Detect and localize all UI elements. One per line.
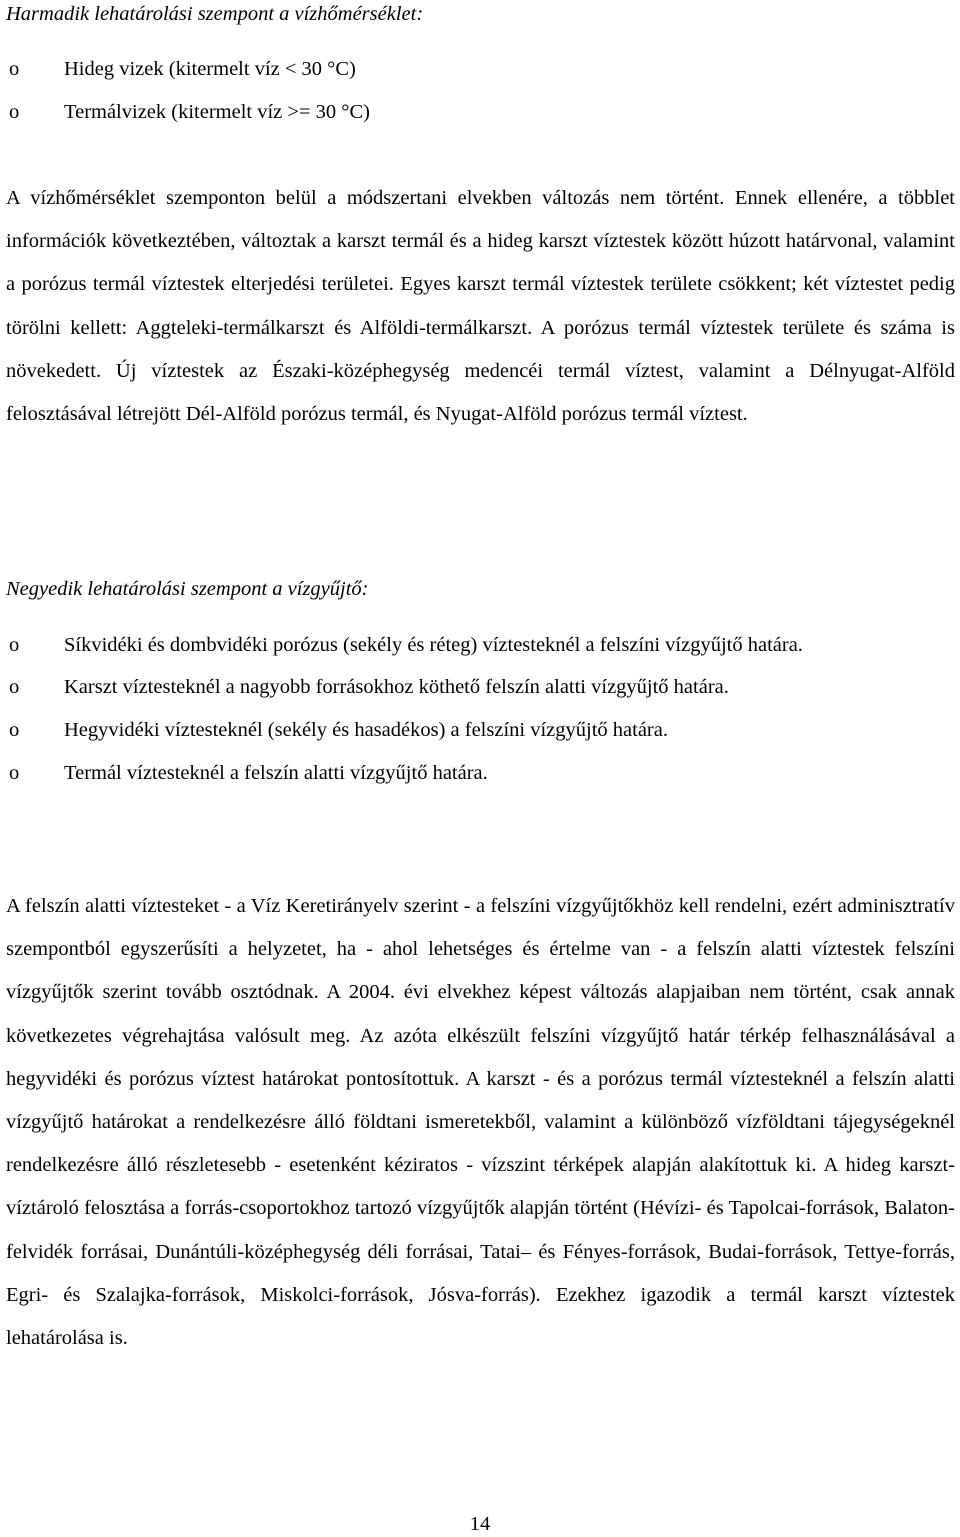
list-item-text: Hegyvidéki víztesteknél (sekély és hasadékos) a felszíni vízgyűjtő határa. (64, 719, 668, 741)
bullet-marker: o (9, 58, 20, 80)
list-item-text: Karszt víztesteknél a nagyobb forrásokhoz köthető felszín alatti vízgyűjtő határa. (64, 676, 729, 698)
section4-paragraph: A felszín alatti víztesteket - a Víz Keretirányelv szerint - a felszíni vízgyűjtőkhöz kell rendelni, ezért adminisztratív szempontból egyszerűsíti a helyzetet, ha - ahol lehetséges és értelme van - a felszín alatti víztestek felszíni vízgyűjtők szerint tovább osztódnak. A 2004. évi elvekhez képest változás alapjaiban nem történt, csak annak következetes végrehajtása valósult meg. Az azóta elkészült felszíni vízgyűjtő határ térkép felhasználásával a hegyvidéki és porózus víztest határokat pontosítottuk. A karszt - és a porózus termál víztesteknél a felszín alatti vízgyűjtő határokat a rendelkezésre álló földtani ismeretekből, valamint a különböző vízföldtani tájegységeknél rendelkezésre álló részletesebb - esetenként kéziratos - vízszint térképek alapján alakítottuk ki. A hideg karszt-víztároló felosztása a forrás-csoportokhoz tartozó vízgyűjtők alapján történt (Hévízi- és Tapolcai-források, Balaton-felvidék forrásai, Dunántúli-középhegység déli forrásai, Tatai– és Fényes-források, Budai-források, Tettye-forrás, Egri- és Szalajka-források, Miskolci-források, Jósva-forrás). Ezekhez igazodik a termál karszt víztestek lehatárolása is. (6, 895, 955, 1350)
list-item (0, 624, 960, 666)
bullet-marker: o (9, 719, 20, 741)
list-item (0, 91, 960, 134)
section4-heading: Negyedik lehatárolási szempont a vízgyűjtő: (6, 578, 369, 600)
list-item-text: Termál víztesteknél a felszín alatti vízgyűjtő határa. (64, 762, 488, 784)
list-item-text: Termálvizek (kitermelt víz >= 30 °C) (64, 101, 370, 123)
page-number: 14 (469, 1513, 491, 1535)
section4-bullet-list (0, 624, 960, 795)
section3-bullet-list (0, 48, 960, 134)
list-item (0, 752, 960, 795)
list-item-text: Síkvidéki és dombvidéki porózus (sekély és réteg) víztesteknél a felszíni vízgyűjtő határa. (64, 634, 803, 656)
bullet-marker: o (9, 762, 20, 784)
bullet-marker: o (9, 676, 20, 698)
section3-heading: Harmadik lehatárolási szempont a vízhőmérséklet: (6, 3, 424, 25)
section3-paragraph: A vízhőmérséklet szemponton belül a módszertani elvekben változás nem történt. Ennek ellenére, a többlet információk következtében, változtak a karszt termál és a hideg karszt víztestek között húzott határvonal, valamint a porózus termál víztestek elterjedési területei. Egyes karszt termál víztestek területe csökkent; két víztestet pedig törölni kellett: Aggteleki-termálkarszt és Alföldi-termálkarszt. A porózus termál víztestek területe és száma is növekedett. Új víztestek az Északi-középhegység medencéi termál víztest, valamint a Délnyugat-Alföld felosztásával létrejött Dél-Alföld porózus termál, és Nyugat-Alföld porózus termál víztest. (6, 187, 955, 426)
list-item-text: Hideg vizek (kitermelt víz < 30 °C) (64, 58, 356, 80)
list-item (0, 666, 960, 709)
list-item (0, 48, 960, 91)
bullet-marker: o (9, 634, 20, 656)
bullet-marker: o (9, 101, 20, 123)
list-item (0, 709, 960, 752)
